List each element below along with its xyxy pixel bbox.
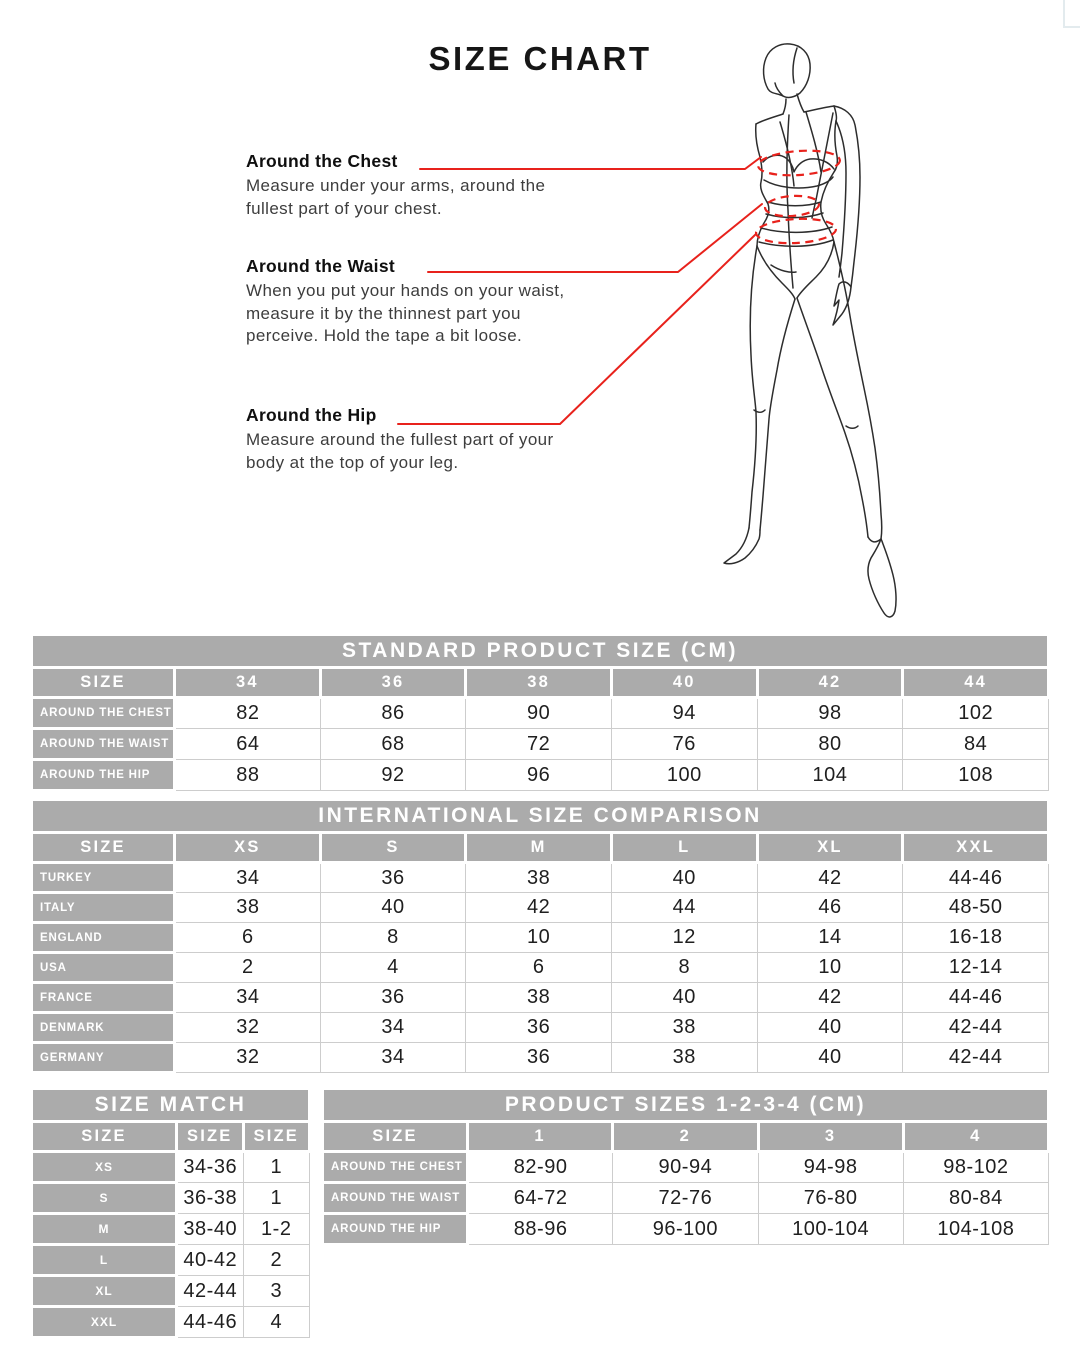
cell-value: 42 bbox=[757, 983, 903, 1013]
cell-value: 32 bbox=[175, 1043, 321, 1073]
table-row bbox=[32, 893, 1049, 923]
row-label: AROUND THE HIP bbox=[323, 1214, 468, 1245]
column-header: SIZE bbox=[32, 1122, 177, 1152]
cell-value: 100-104 bbox=[758, 1214, 903, 1245]
cell-value: 1 bbox=[243, 1183, 310, 1214]
cell-value: 72 bbox=[466, 729, 612, 760]
row-label: XXL bbox=[32, 1307, 177, 1338]
callout-chest-description bbox=[246, 175, 545, 220]
column-header: 38 bbox=[466, 668, 612, 698]
cell-value: 38 bbox=[611, 1043, 757, 1073]
row-label: XS bbox=[32, 1152, 177, 1183]
row-label: ITALY bbox=[32, 893, 175, 923]
cell-value: 108 bbox=[903, 760, 1049, 791]
cell-value: 98-102 bbox=[903, 1152, 1048, 1183]
cell-value: 38 bbox=[611, 1013, 757, 1043]
column-header: 3 bbox=[758, 1122, 903, 1152]
callout-description-line: measure it by the thinnest part you bbox=[246, 303, 521, 323]
cell-value: 82 bbox=[175, 698, 321, 729]
cell-value: 104-108 bbox=[903, 1214, 1048, 1245]
callout-description-line: body at the top of your leg. bbox=[246, 452, 459, 472]
callout-description-line: perceive. Hold the tape a bit loose. bbox=[246, 326, 523, 345]
cell-value: 6 bbox=[175, 923, 321, 953]
cell-value: 34 bbox=[320, 1043, 466, 1073]
column-header: SIZE bbox=[243, 1122, 310, 1152]
table-row bbox=[32, 698, 1049, 729]
cell-value: 36-38 bbox=[177, 1183, 244, 1214]
standard-product-size-table bbox=[30, 633, 1050, 792]
cell-value: 40 bbox=[611, 983, 757, 1013]
table-row bbox=[32, 1043, 1049, 1073]
cell-value: 76 bbox=[611, 729, 757, 760]
cell-value: 44-46 bbox=[903, 983, 1049, 1013]
cell-value: 2 bbox=[175, 953, 321, 983]
column-header: 2 bbox=[613, 1122, 758, 1152]
cell-value: 42-44 bbox=[903, 1013, 1049, 1043]
cell-value: 88-96 bbox=[468, 1214, 613, 1245]
table-row bbox=[32, 1152, 310, 1183]
row-label: M bbox=[32, 1214, 177, 1245]
cell-value: 12-14 bbox=[903, 953, 1049, 983]
callout-chest bbox=[246, 151, 545, 220]
callout-hip bbox=[246, 405, 554, 474]
row-label: ENGLAND bbox=[32, 923, 175, 953]
cell-value: 86 bbox=[320, 698, 466, 729]
cell-value: 40 bbox=[320, 893, 466, 923]
cell-value: 40 bbox=[757, 1013, 903, 1043]
cell-value: 100 bbox=[611, 760, 757, 791]
row-label: USA bbox=[32, 953, 175, 983]
international-size-comparison-table bbox=[30, 798, 1050, 1074]
column-header: SIZE bbox=[323, 1122, 468, 1152]
cell-value: 94 bbox=[611, 698, 757, 729]
cell-value: 64-72 bbox=[468, 1183, 613, 1214]
cell-value: 46 bbox=[757, 893, 903, 923]
table-row bbox=[323, 1152, 1049, 1183]
column-header: M bbox=[466, 833, 612, 863]
cell-value: 3 bbox=[243, 1276, 310, 1307]
cell-value: 34 bbox=[320, 1013, 466, 1043]
table-row bbox=[32, 1013, 1049, 1043]
row-label: AROUND THE HIP bbox=[32, 760, 175, 791]
cell-value: 38 bbox=[175, 893, 321, 923]
callout-description-line: Measure around the fullest part of your bbox=[246, 430, 554, 449]
cell-value: 98 bbox=[757, 698, 903, 729]
product-sizes-1234-table bbox=[321, 1087, 1050, 1246]
cell-value: 72-76 bbox=[613, 1183, 758, 1214]
column-header: XL bbox=[757, 833, 903, 863]
cell-value: 80 bbox=[757, 729, 903, 760]
size_match-table-title: SIZE MATCH bbox=[32, 1089, 310, 1122]
cell-value: 14 bbox=[757, 923, 903, 953]
cell-value: 36 bbox=[320, 863, 466, 893]
table-row bbox=[32, 953, 1049, 983]
cell-value: 94-98 bbox=[758, 1152, 903, 1183]
cell-value: 34 bbox=[175, 983, 321, 1013]
callout-description-line: fullest part of your chest. bbox=[246, 198, 442, 218]
column-header: XXL bbox=[903, 833, 1049, 863]
cell-value: 44-46 bbox=[903, 863, 1049, 893]
cell-value: 36 bbox=[466, 1013, 612, 1043]
cell-value: 102 bbox=[903, 698, 1049, 729]
cell-value: 1 bbox=[243, 1152, 310, 1183]
column-header: 34 bbox=[175, 668, 321, 698]
column-header: 42 bbox=[757, 668, 903, 698]
cell-value: 16-18 bbox=[903, 923, 1049, 953]
cell-value: 82-90 bbox=[468, 1152, 613, 1183]
cell-value: 40-42 bbox=[177, 1245, 244, 1276]
row-label: AROUND THE CHEST bbox=[323, 1152, 468, 1183]
row-label: AROUND THE CHEST bbox=[32, 698, 175, 729]
column-header: S bbox=[320, 833, 466, 863]
cell-value: 96 bbox=[466, 760, 612, 791]
cell-value: 84 bbox=[903, 729, 1049, 760]
cell-value: 40 bbox=[611, 863, 757, 893]
table-row bbox=[32, 983, 1049, 1013]
cell-value: 10 bbox=[757, 953, 903, 983]
table-row bbox=[32, 923, 1049, 953]
column-header: 36 bbox=[320, 668, 466, 698]
table-row bbox=[32, 729, 1049, 760]
international-table-title: INTERNATIONAL SIZE COMPARISON bbox=[32, 800, 1049, 833]
cell-value: 10 bbox=[466, 923, 612, 953]
size-match-table bbox=[30, 1087, 311, 1339]
column-header: 1 bbox=[468, 1122, 613, 1152]
cell-value: 76-80 bbox=[758, 1183, 903, 1214]
row-label: XL bbox=[32, 1276, 177, 1307]
cell-value: 44-46 bbox=[177, 1307, 244, 1338]
table-row bbox=[32, 1307, 310, 1338]
cell-value: 38 bbox=[466, 983, 612, 1013]
row-label: S bbox=[32, 1183, 177, 1214]
table-row bbox=[323, 1214, 1049, 1245]
cell-value: 2 bbox=[243, 1245, 310, 1276]
cell-value: 34-36 bbox=[177, 1152, 244, 1183]
cell-value: 104 bbox=[757, 760, 903, 791]
column-header: L bbox=[611, 833, 757, 863]
row-label: DENMARK bbox=[32, 1013, 175, 1043]
cell-value: 12 bbox=[611, 923, 757, 953]
cell-value: 6 bbox=[466, 953, 612, 983]
cell-value: 4 bbox=[320, 953, 466, 983]
cell-value: 42-44 bbox=[177, 1276, 244, 1307]
cell-value: 42-44 bbox=[903, 1043, 1049, 1073]
callout-waist-title: Around the Waist bbox=[246, 256, 396, 276]
cell-value: 40 bbox=[757, 1043, 903, 1073]
table-row bbox=[32, 760, 1049, 791]
cell-value: 64 bbox=[175, 729, 321, 760]
cell-value: 90-94 bbox=[613, 1152, 758, 1183]
table-row bbox=[32, 863, 1049, 893]
column-header: SIZE bbox=[177, 1122, 244, 1152]
row-label: GERMANY bbox=[32, 1043, 175, 1073]
cell-value: 32 bbox=[175, 1013, 321, 1043]
table-row bbox=[32, 1276, 310, 1307]
cell-value: 38 bbox=[466, 863, 612, 893]
column-header: 40 bbox=[611, 668, 757, 698]
cell-value: 42 bbox=[757, 863, 903, 893]
cell-value: 36 bbox=[320, 983, 466, 1013]
callout-chest-title: Around the Chest bbox=[246, 151, 398, 171]
page-title: SIZE CHART bbox=[428, 40, 652, 77]
column-header: XS bbox=[175, 833, 321, 863]
cell-value: 80-84 bbox=[903, 1183, 1048, 1214]
cell-value: 1-2 bbox=[243, 1214, 310, 1245]
cell-value: 48-50 bbox=[903, 893, 1049, 923]
row-label: TURKEY bbox=[32, 863, 175, 893]
row-label: L bbox=[32, 1245, 177, 1276]
cell-value: 34 bbox=[175, 863, 321, 893]
cell-value: 36 bbox=[466, 1043, 612, 1073]
callout-waist bbox=[246, 256, 565, 348]
cell-value: 92 bbox=[320, 760, 466, 791]
cell-value: 96-100 bbox=[613, 1214, 758, 1245]
croquis-figure bbox=[724, 44, 896, 617]
cell-value: 90 bbox=[466, 698, 612, 729]
callout-description-line: When you put your hands on your waist, bbox=[246, 281, 565, 300]
row-label: AROUND THE WAIST bbox=[32, 729, 175, 760]
row-label: AROUND THE WAIST bbox=[323, 1183, 468, 1214]
table-row bbox=[32, 1214, 310, 1245]
callout-waist-description bbox=[246, 280, 565, 348]
table-row bbox=[32, 1245, 310, 1276]
callout-hip-title: Around the Hip bbox=[246, 405, 377, 425]
cell-value: 42 bbox=[466, 893, 612, 923]
product_sizes-table-title: PRODUCT SIZES 1-2-3-4 (CM) bbox=[323, 1089, 1049, 1122]
column-header: SIZE bbox=[32, 833, 175, 863]
column-header: 4 bbox=[903, 1122, 1048, 1152]
standard-table-title: STANDARD PRODUCT SIZE (CM) bbox=[32, 635, 1049, 668]
callout-description-line: Measure under your arms, around the bbox=[246, 176, 546, 195]
column-header: 44 bbox=[903, 668, 1049, 698]
cell-value: 4 bbox=[243, 1307, 310, 1338]
cell-value: 8 bbox=[320, 923, 466, 953]
table-row bbox=[32, 1183, 310, 1214]
cell-value: 88 bbox=[175, 760, 321, 791]
callout-hip-description bbox=[246, 429, 554, 474]
cell-value: 44 bbox=[611, 893, 757, 923]
cell-value: 38-40 bbox=[177, 1214, 244, 1245]
column-header: SIZE bbox=[32, 668, 175, 698]
cell-value: 68 bbox=[320, 729, 466, 760]
table-row bbox=[323, 1183, 1049, 1214]
row-label: FRANCE bbox=[32, 983, 175, 1013]
cell-value: 8 bbox=[611, 953, 757, 983]
